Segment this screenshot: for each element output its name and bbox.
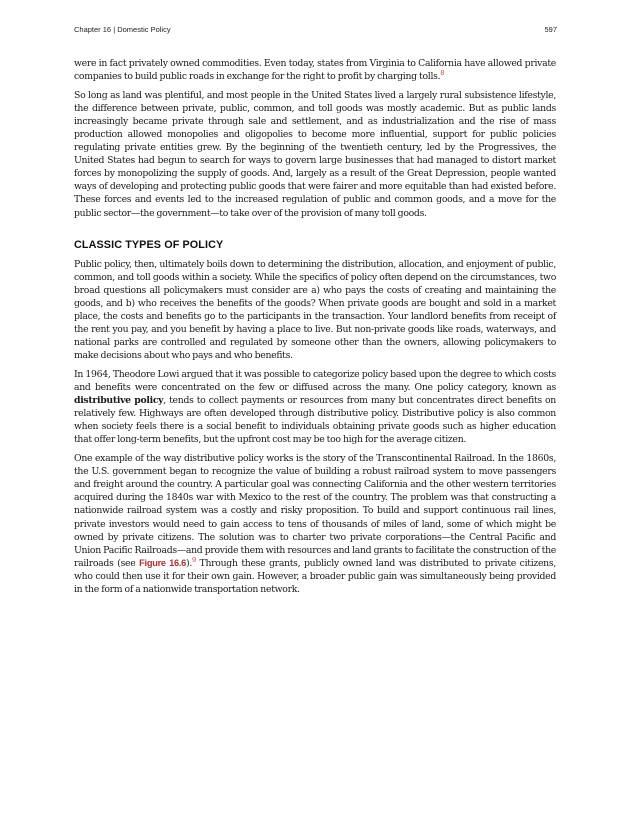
paragraph-5-text-a: One example of the way distributive policy works is the story of the Transcontinental Railroad. In the 1860s, the U.S. government began to recognize the value of building a robust railroad system to move passengers and freight around the country. A particular goal was connecting California and the other western territories acquired during the 1840s war with Mexico to the rest of the country. The problem was that constructing a nationwide railroad system was a costly and risky proposition. To build and support continuous rail lines, private investors would need to gain access to tens of thousands of miles of land, some of which might be owned by private citizens. The solution was to charter two private corporations—the Central Pacific and Union Pacific Railroads—and provide them with resources and land grants to facilitate the construction of the railroads (see [74,453,556,569]
footnote-marker-8[interactable]: 8 [440,69,445,78]
paragraph-3: Public policy, then, ultimately boils down to determining the distribution, allocation, and enjoyment of public, common, and toll goods within a society. While the specifics of policy often depend on the circumstances, two broad questions all policymakers must consider are a) who pays the costs of creating and maintaining the goods, and b) who receives the benefits of the goods? When private goods are bought and sold in a market place, the costs and benefits go to the participants in the transaction. Your landlord benefits from receipt of the rent you pay, and you benefit by having a place to live. But non-private goods like roads, waterways, and national parks are controlled and regulated by someone other than the owners, allowing policymakers to make decisions about who pays and who benefits. [74,258,556,362]
paragraph-5 [74,452,556,596]
paragraph-4-text-b: , tends to collect payments or resources from many but concentrates direct benefits on relatively few. Highways are often developed through distributive policy. Distributive policy is also common when society feels there is a social benefit to individuals obtaining private goods such as higher education that offer long-term benefits, but the upfront cost may be too high for the average citizen. [74,395,556,446]
paragraph-2: So long as land was plentiful, and most people in the United States lived a largely rural subsistence lifestyle, the difference between private, public, common, and toll goods was mostly academic. But as public lands increasingly became private through sale and settlement, and as industrialization and the rise of mass production allowed monopolies and oligopolies to become more influential, support for public policies regulating private entities grew. By the beginning of the twentieth century, led by the Progressives, the United States had begun to search for ways to govern large businesses that had managed to distort market forces by monopolizing the supply of goods. And, largely as a result of the Great Depression, people wanted ways of developing and protecting public goods that were fairer and more equitable than had existed before. These forces and events led to the increased regulation of public and common goods, and a move for the public sector—the government—to take over of the provision of many toll goods. [74,89,556,219]
paragraph-1 [74,57,556,83]
key-term-distributive-policy: distributive policy [74,395,164,407]
page-number: 597 [544,25,557,34]
section-heading: CLASSIC TYPES OF POLICY [74,238,224,251]
paragraph-4 [74,368,556,447]
paragraph-5-text-mid: ). [186,557,192,569]
paragraph-1-text: were in fact privately owned commodities. Even today, states from Virginia to California have allowed private companies to build public roads in exchange for the right to profit by charging tolls. [74,58,556,83]
body-text [74,57,556,602]
footnote-marker-9[interactable]: 9 [192,555,196,564]
paragraph-5-text-b: Through these grants, publicly owned land was distributed to private citizens, who could then use it for their own gain. However, a broader public gain was simultaneously being provided in the form of a nationwide transportation network. [74,557,556,595]
chapter-title: Chapter 16 | Domestic Policy [74,25,171,34]
running-header [74,25,557,34]
paragraph-4-text-a: In 1964, Theodore Lowi argued that it was possible to categorize policy based upon the degree to which costs and benefits were concentrated on the few or diffused across the many. One policy category, known as [74,368,556,394]
figure-link[interactable]: Figure 16.6 [139,557,187,568]
